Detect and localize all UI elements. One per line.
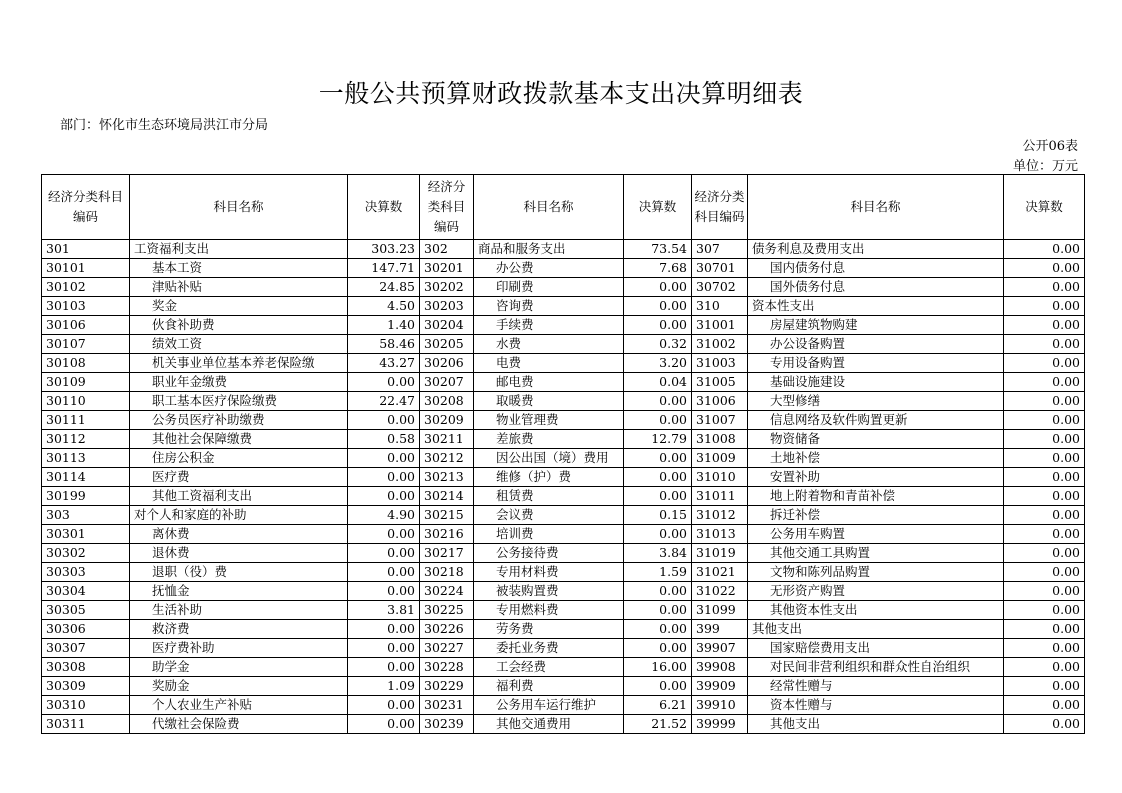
cell-name-1: 基本工资 [130, 259, 348, 278]
header-code-1: 经济分类科目编码 [42, 175, 130, 240]
cell-amount-3: 0.00 [1004, 658, 1085, 677]
table-header-row [42, 175, 1085, 240]
cell-code-3: 31002 [692, 335, 748, 354]
cell-name-3: 资本性支出 [748, 297, 1004, 316]
table-row [42, 259, 1085, 278]
cell-name-1: 奖金 [130, 297, 348, 316]
cell-code-1: 30310 [42, 696, 130, 715]
cell-name-3: 办公设备购置 [748, 335, 1004, 354]
cell-name-2: 培训费 [474, 525, 624, 544]
cell-name-2: 电费 [474, 354, 624, 373]
table-row [42, 677, 1085, 696]
cell-amount-2: 0.00 [624, 525, 692, 544]
cell-code-1: 30111 [42, 411, 130, 430]
cell-name-3: 地上附着物和青苗补偿 [748, 487, 1004, 506]
cell-amount-3: 0.00 [1004, 601, 1085, 620]
cell-code-3: 31019 [692, 544, 748, 563]
cell-name-3: 经常性赠与 [748, 677, 1004, 696]
cell-amount-2: 0.00 [624, 487, 692, 506]
cell-amount-3: 0.00 [1004, 468, 1085, 487]
header-name-3: 科目名称 [748, 175, 1004, 240]
cell-name-3: 大型修缮 [748, 392, 1004, 411]
header-amount-1: 决算数 [348, 175, 420, 240]
cell-name-1: 住房公积金 [130, 449, 348, 468]
cell-name-3: 土地补偿 [748, 449, 1004, 468]
cell-name-3: 信息网络及软件购置更新 [748, 411, 1004, 430]
table-row [42, 240, 1085, 259]
cell-name-2: 公务接待费 [474, 544, 624, 563]
cell-code-1: 30309 [42, 677, 130, 696]
cell-code-3: 31012 [692, 506, 748, 525]
cell-amount-1: 1.09 [348, 677, 420, 696]
cell-amount-2: 0.00 [624, 620, 692, 639]
cell-code-1: 30113 [42, 449, 130, 468]
cell-amount-3: 0.00 [1004, 278, 1085, 297]
table-row [42, 468, 1085, 487]
table-row [42, 696, 1085, 715]
cell-code-3: 39999 [692, 715, 748, 734]
cell-code-1: 30110 [42, 392, 130, 411]
cell-name-2: 专用材料费 [474, 563, 624, 582]
cell-amount-3: 0.00 [1004, 354, 1085, 373]
cell-name-2: 邮电费 [474, 373, 624, 392]
cell-amount-3: 0.00 [1004, 449, 1085, 468]
cell-code-2: 30214 [420, 487, 474, 506]
cell-amount-2: 0.00 [624, 392, 692, 411]
cell-code-3: 30701 [692, 259, 748, 278]
cell-name-3: 国外债务付息 [748, 278, 1004, 297]
cell-name-2: 会议费 [474, 506, 624, 525]
cell-amount-3: 0.00 [1004, 316, 1085, 335]
cell-code-2: 30202 [420, 278, 474, 297]
cell-amount-1: 0.00 [348, 468, 420, 487]
cell-name-3: 安置补助 [748, 468, 1004, 487]
cell-amount-3: 0.00 [1004, 392, 1085, 411]
cell-code-3: 31022 [692, 582, 748, 601]
cell-name-3: 其他支出 [748, 715, 1004, 734]
cell-code-2: 30209 [420, 411, 474, 430]
cell-name-1: 绩效工资 [130, 335, 348, 354]
cell-amount-1: 0.00 [348, 715, 420, 734]
table-row [42, 392, 1085, 411]
table-row [42, 620, 1085, 639]
cell-name-3: 资本性赠与 [748, 696, 1004, 715]
cell-name-1: 对个人和家庭的补助 [130, 506, 348, 525]
cell-code-3: 31003 [692, 354, 748, 373]
cell-amount-3: 0.00 [1004, 506, 1085, 525]
cell-code-1: 30304 [42, 582, 130, 601]
cell-code-2: 30218 [420, 563, 474, 582]
cell-amount-1: 0.00 [348, 544, 420, 563]
cell-code-2: 302 [420, 240, 474, 259]
cell-code-3: 39909 [692, 677, 748, 696]
cell-name-2: 租赁费 [474, 487, 624, 506]
cell-name-3: 其他交通工具购置 [748, 544, 1004, 563]
cell-name-2: 取暖费 [474, 392, 624, 411]
cell-amount-3: 0.00 [1004, 487, 1085, 506]
cell-name-3: 公务用车购置 [748, 525, 1004, 544]
cell-amount-2: 0.00 [624, 677, 692, 696]
cell-name-1: 工资福利支出 [130, 240, 348, 259]
cell-code-1: 30108 [42, 354, 130, 373]
cell-name-2: 其他交通费用 [474, 715, 624, 734]
cell-name-1: 奖励金 [130, 677, 348, 696]
cell-name-1: 津贴补贴 [130, 278, 348, 297]
cell-amount-2: 0.00 [624, 639, 692, 658]
table-row [42, 430, 1085, 449]
cell-code-1: 30301 [42, 525, 130, 544]
cell-code-2: 30213 [420, 468, 474, 487]
table-row [42, 373, 1085, 392]
cell-code-2: 30212 [420, 449, 474, 468]
table-row [42, 601, 1085, 620]
cell-amount-1: 0.00 [348, 582, 420, 601]
cell-amount-2: 0.00 [624, 582, 692, 601]
cell-amount-1: 4.50 [348, 297, 420, 316]
cell-name-1: 其他工资福利支出 [130, 487, 348, 506]
cell-name-1: 其他社会保障缴费 [130, 430, 348, 449]
cell-code-2: 30205 [420, 335, 474, 354]
cell-amount-3: 0.00 [1004, 430, 1085, 449]
table-row [42, 715, 1085, 734]
cell-amount-3: 0.00 [1004, 696, 1085, 715]
cell-name-2: 商品和服务支出 [474, 240, 624, 259]
cell-name-2: 委托业务费 [474, 639, 624, 658]
cell-name-1: 生活补助 [130, 601, 348, 620]
cell-amount-3: 0.00 [1004, 297, 1085, 316]
cell-name-2: 手续费 [474, 316, 624, 335]
cell-code-2: 30228 [420, 658, 474, 677]
cell-code-1: 30199 [42, 487, 130, 506]
cell-amount-3: 0.00 [1004, 525, 1085, 544]
cell-amount-3: 0.00 [1004, 373, 1085, 392]
cell-amount-2: 0.15 [624, 506, 692, 525]
cell-amount-1: 58.46 [348, 335, 420, 354]
cell-code-3: 30702 [692, 278, 748, 297]
cell-name-1: 医疗费补助 [130, 639, 348, 658]
cell-code-3: 307 [692, 240, 748, 259]
cell-code-3: 31099 [692, 601, 748, 620]
expenditure-detail-table [41, 174, 1085, 734]
cell-amount-1: 0.00 [348, 563, 420, 582]
cell-code-1: 30106 [42, 316, 130, 335]
cell-code-1: 30103 [42, 297, 130, 316]
cell-amount-3: 0.00 [1004, 582, 1085, 601]
cell-amount-1: 3.81 [348, 601, 420, 620]
cell-amount-2: 0.00 [624, 297, 692, 316]
cell-name-1: 救济费 [130, 620, 348, 639]
cell-name-2: 被装购置费 [474, 582, 624, 601]
cell-amount-3: 0.00 [1004, 335, 1085, 354]
cell-code-2: 30225 [420, 601, 474, 620]
cell-name-2: 水费 [474, 335, 624, 354]
cell-amount-3: 0.00 [1004, 620, 1085, 639]
cell-name-3: 物资储备 [748, 430, 1004, 449]
header-name-2: 科目名称 [474, 175, 624, 240]
cell-name-2: 物业管理费 [474, 411, 624, 430]
cell-name-3: 国家赔偿费用支出 [748, 639, 1004, 658]
cell-name-2: 公务用车运行维护 [474, 696, 624, 715]
cell-name-1: 职业年金缴费 [130, 373, 348, 392]
table-row [42, 639, 1085, 658]
cell-code-2: 30224 [420, 582, 474, 601]
table-row [42, 563, 1085, 582]
cell-name-3: 对民间非营利组织和群众性自治组织 [748, 658, 1004, 677]
cell-amount-3: 0.00 [1004, 715, 1085, 734]
cell-code-2: 30215 [420, 506, 474, 525]
cell-name-3: 基础设施建设 [748, 373, 1004, 392]
cell-amount-1: 24.85 [348, 278, 420, 297]
table-row [42, 278, 1085, 297]
cell-amount-1: 1.40 [348, 316, 420, 335]
cell-amount-2: 7.68 [624, 259, 692, 278]
table-row [42, 411, 1085, 430]
cell-code-2: 30203 [420, 297, 474, 316]
cell-code-2: 30229 [420, 677, 474, 696]
cell-name-1: 个人农业生产补贴 [130, 696, 348, 715]
cell-amount-1: 0.00 [348, 658, 420, 677]
cell-amount-2: 21.52 [624, 715, 692, 734]
cell-amount-1: 0.58 [348, 430, 420, 449]
table-row [42, 354, 1085, 373]
table-row [42, 335, 1085, 354]
table-row [42, 506, 1085, 525]
cell-amount-1: 0.00 [348, 620, 420, 639]
department-label: 部门：怀化市生态环境局洪江市分局 [60, 118, 269, 133]
cell-name-1: 伙食补助费 [130, 316, 348, 335]
cell-amount-2: 1.59 [624, 563, 692, 582]
cell-amount-2: 3.84 [624, 544, 692, 563]
cell-code-3: 310 [692, 297, 748, 316]
cell-amount-2: 73.54 [624, 240, 692, 259]
cell-code-2: 30217 [420, 544, 474, 563]
cell-name-1: 公务员医疗补助缴费 [130, 411, 348, 430]
cell-code-1: 30114 [42, 468, 130, 487]
cell-code-1: 30107 [42, 335, 130, 354]
form-number: 公开06表 [1022, 139, 1078, 154]
cell-amount-2: 0.00 [624, 278, 692, 297]
cell-name-3: 国内债务付息 [748, 259, 1004, 278]
header-name-1: 科目名称 [130, 175, 348, 240]
cell-code-1: 30102 [42, 278, 130, 297]
cell-name-3: 其他资本性支出 [748, 601, 1004, 620]
cell-code-2: 30208 [420, 392, 474, 411]
header-code-3: 经济分类科目编码 [692, 175, 748, 240]
cell-amount-3: 0.00 [1004, 677, 1085, 696]
cell-code-2: 30206 [420, 354, 474, 373]
cell-code-3: 399 [692, 620, 748, 639]
cell-name-1: 退休费 [130, 544, 348, 563]
cell-amount-3: 0.00 [1004, 259, 1085, 278]
cell-name-3: 专用设备购置 [748, 354, 1004, 373]
table-row [42, 544, 1085, 563]
cell-code-3: 31001 [692, 316, 748, 335]
cell-name-2: 差旅费 [474, 430, 624, 449]
cell-code-3: 31005 [692, 373, 748, 392]
cell-code-1: 30305 [42, 601, 130, 620]
table-body [42, 240, 1085, 734]
cell-amount-2: 0.00 [624, 468, 692, 487]
cell-code-1: 30303 [42, 563, 130, 582]
cell-amount-1: 0.00 [348, 449, 420, 468]
cell-name-3: 房屋建筑物购建 [748, 316, 1004, 335]
cell-code-2: 30227 [420, 639, 474, 658]
table-row [42, 525, 1085, 544]
table-row [42, 449, 1085, 468]
cell-amount-3: 0.00 [1004, 411, 1085, 430]
cell-code-1: 30306 [42, 620, 130, 639]
cell-code-2: 30211 [420, 430, 474, 449]
cell-code-2: 30226 [420, 620, 474, 639]
cell-amount-2: 6.21 [624, 696, 692, 715]
cell-code-1: 301 [42, 240, 130, 259]
cell-name-1: 医疗费 [130, 468, 348, 487]
cell-name-3: 债务利息及费用支出 [748, 240, 1004, 259]
unit-label: 单位：万元 [1012, 159, 1078, 174]
cell-name-1: 机关事业单位基本养老保险缴 [130, 354, 348, 373]
cell-amount-3: 0.00 [1004, 563, 1085, 582]
cell-name-2: 劳务费 [474, 620, 624, 639]
cell-code-1: 30308 [42, 658, 130, 677]
cell-code-3: 31011 [692, 487, 748, 506]
table-row [42, 297, 1085, 316]
cell-amount-2: 0.00 [624, 316, 692, 335]
cell-name-2: 因公出国（境）费用 [474, 449, 624, 468]
cell-name-2: 维修（护）费 [474, 468, 624, 487]
cell-amount-2: 0.04 [624, 373, 692, 392]
cell-amount-1: 147.71 [348, 259, 420, 278]
table-row [42, 487, 1085, 506]
cell-name-1: 退职（役）费 [130, 563, 348, 582]
page-title: 一般公共预算财政拨款基本支出决算明细表 [318, 79, 804, 108]
cell-code-3: 31009 [692, 449, 748, 468]
cell-amount-1: 0.00 [348, 639, 420, 658]
cell-amount-2: 0.00 [624, 449, 692, 468]
header-code-2: 经济分类科目编码 [420, 175, 474, 240]
cell-amount-3: 0.00 [1004, 639, 1085, 658]
cell-code-2: 30201 [420, 259, 474, 278]
cell-code-1: 30112 [42, 430, 130, 449]
cell-code-3: 39907 [692, 639, 748, 658]
cell-code-1: 30311 [42, 715, 130, 734]
header-amount-3: 决算数 [1004, 175, 1085, 240]
cell-amount-2: 16.00 [624, 658, 692, 677]
cell-name-1: 代缴社会保险费 [130, 715, 348, 734]
cell-name-1: 离休费 [130, 525, 348, 544]
cell-code-3: 31013 [692, 525, 748, 544]
cell-code-1: 30109 [42, 373, 130, 392]
cell-code-1: 30101 [42, 259, 130, 278]
cell-amount-2: 3.20 [624, 354, 692, 373]
cell-name-3: 拆迁补偿 [748, 506, 1004, 525]
cell-code-3: 31006 [692, 392, 748, 411]
cell-code-2: 30204 [420, 316, 474, 335]
cell-name-1: 助学金 [130, 658, 348, 677]
cell-name-3: 无形资产购置 [748, 582, 1004, 601]
cell-code-1: 303 [42, 506, 130, 525]
cell-name-2: 办公费 [474, 259, 624, 278]
cell-amount-1: 0.00 [348, 411, 420, 430]
cell-code-3: 31008 [692, 430, 748, 449]
cell-code-3: 39908 [692, 658, 748, 677]
cell-amount-1: 0.00 [348, 525, 420, 544]
table-row [42, 316, 1085, 335]
cell-code-1: 30307 [42, 639, 130, 658]
cell-code-2: 30239 [420, 715, 474, 734]
cell-name-3: 文物和陈列品购置 [748, 563, 1004, 582]
cell-code-1: 30302 [42, 544, 130, 563]
cell-amount-1: 22.47 [348, 392, 420, 411]
cell-name-2: 印刷费 [474, 278, 624, 297]
cell-amount-1: 0.00 [348, 696, 420, 715]
cell-code-3: 31021 [692, 563, 748, 582]
cell-name-2: 福利费 [474, 677, 624, 696]
table-row [42, 582, 1085, 601]
cell-amount-1: 0.00 [348, 373, 420, 392]
cell-code-2: 30207 [420, 373, 474, 392]
cell-code-3: 31010 [692, 468, 748, 487]
table-row [42, 658, 1085, 677]
cell-amount-2: 0.32 [624, 335, 692, 354]
cell-name-2: 专用燃料费 [474, 601, 624, 620]
header-amount-2: 决算数 [624, 175, 692, 240]
cell-code-2: 30216 [420, 525, 474, 544]
cell-amount-3: 0.00 [1004, 544, 1085, 563]
cell-amount-1: 43.27 [348, 354, 420, 373]
cell-amount-1: 303.23 [348, 240, 420, 259]
cell-name-3: 其他支出 [748, 620, 1004, 639]
cell-amount-2: 12.79 [624, 430, 692, 449]
cell-name-1: 抚恤金 [130, 582, 348, 601]
cell-amount-2: 0.00 [624, 411, 692, 430]
cell-name-2: 咨询费 [474, 297, 624, 316]
cell-amount-2: 0.00 [624, 601, 692, 620]
cell-amount-3: 0.00 [1004, 240, 1085, 259]
cell-code-3: 31007 [692, 411, 748, 430]
cell-amount-1: 0.00 [348, 487, 420, 506]
cell-code-3: 39910 [692, 696, 748, 715]
cell-name-1: 职工基本医疗保险缴费 [130, 392, 348, 411]
cell-name-2: 工会经费 [474, 658, 624, 677]
cell-code-2: 30231 [420, 696, 474, 715]
cell-amount-1: 4.90 [348, 506, 420, 525]
